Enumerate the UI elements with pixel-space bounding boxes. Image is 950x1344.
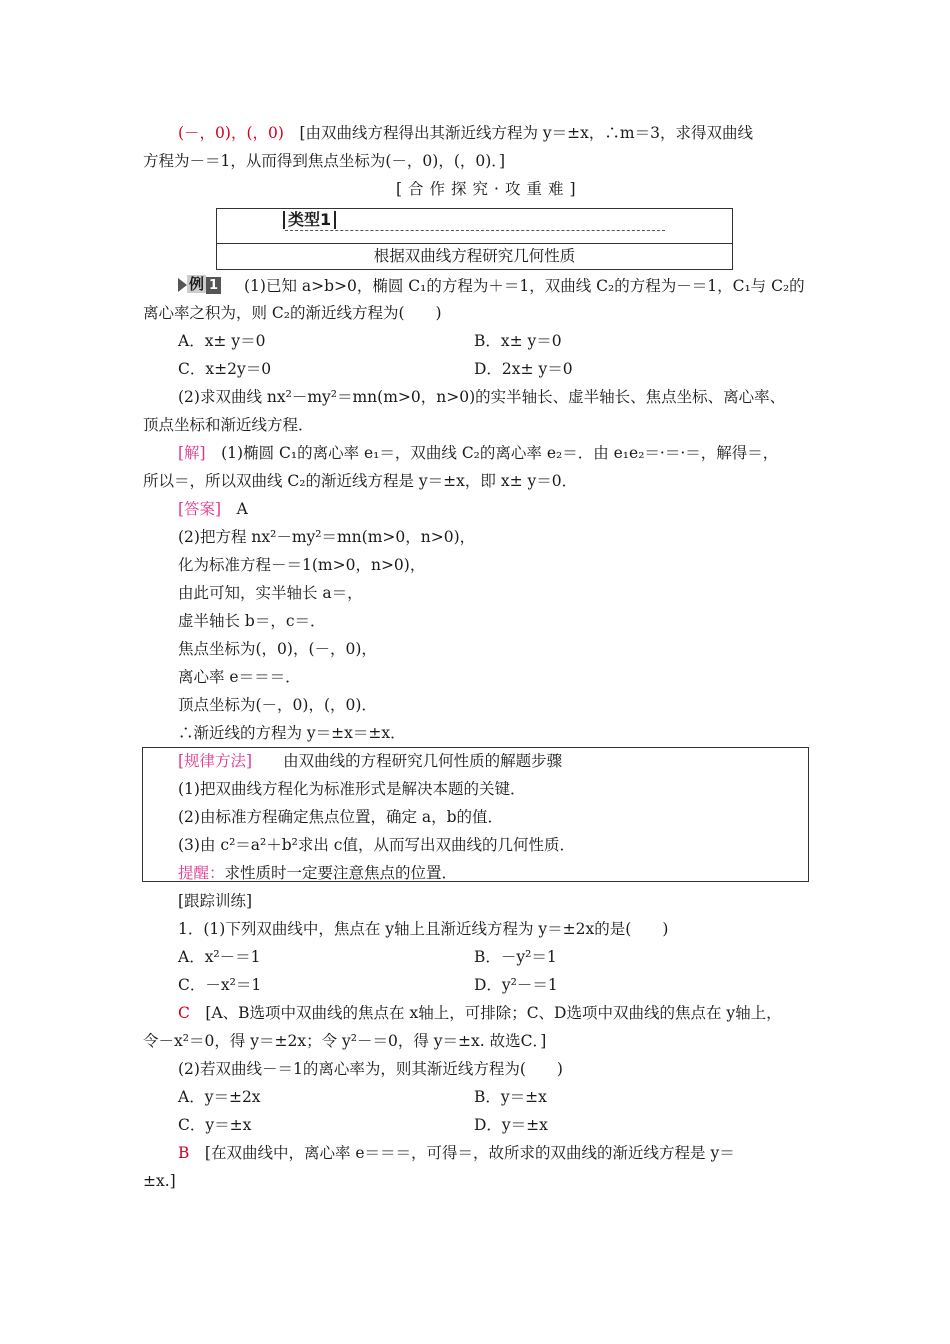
practice-q2-option-c: C．y＝±x	[178, 1116, 252, 1134]
solution-step: 化为标准方程－＝1(m>0，n>0)，	[178, 556, 426, 574]
method-item: (1)把双曲线方程化为标准形式是解决本题的关键．	[178, 780, 526, 798]
practice-q1-explain-line-1	[178, 1003, 782, 1023]
practice-q1-option-b: B．－y²＝1	[474, 948, 557, 966]
type-box	[216, 208, 733, 270]
option-b: B．x± y＝0	[474, 332, 562, 350]
method-item: (3)由 c²＝a²＋b²求出 c值，从而写出双曲线的几何性质．	[178, 836, 575, 854]
section-header: [合作探究·攻重难]	[396, 180, 582, 198]
option-d: D．2x± y＝0	[474, 360, 573, 378]
practice-q1-answer: C	[178, 1004, 190, 1022]
method-tip-label: 提醒：	[178, 864, 225, 882]
option-c: C．x±2y＝0	[178, 360, 272, 378]
example-q2-line-2: 顶点坐标和渐近线方程．	[143, 416, 314, 434]
method-tip	[178, 863, 457, 883]
practice-q1-option-d: D．y²－＝1	[474, 976, 558, 994]
example-number: 1	[206, 277, 221, 294]
solution-line-1	[178, 443, 778, 463]
practice-q2-option-d: D．y＝±x	[474, 1116, 548, 1134]
solution-step: 焦点坐标为(，0)，(－，0)，	[178, 640, 377, 658]
solution-step: ∴渐近线的方程为 y＝±x＝±x．	[178, 724, 406, 742]
practice-q1-explain-2: 令－x²＝0，得 y＝±2x；令 y²－＝0，得 y＝±x. 故选C．]	[143, 1032, 547, 1050]
practice-q2-option-a: A．y＝±2x	[178, 1088, 261, 1106]
practice-q2-explain-line-1	[178, 1143, 735, 1163]
intro-explain-1: [由双曲线方程得出其渐近线方程为 y＝±x，∴m＝3，求得双曲线	[299, 124, 753, 142]
solution-step: 由此可知，实半轴长 a＝，	[178, 584, 363, 602]
method-header	[178, 751, 562, 771]
practice-q1-option-c: C．－x²＝1	[178, 976, 262, 994]
triangle-icon	[178, 278, 187, 292]
example-q2-line-1: (2)求双曲线 nx²－my²＝mn(m>0，n>0)的实半轴长、虚半轴长、焦点坐标、离心率、	[178, 388, 786, 406]
method-item: (2)由标准方程确定焦点位置，确定 a，b的值．	[178, 808, 504, 826]
practice-header: [跟踪训练]	[178, 892, 253, 910]
solution-step: 顶点坐标为(－，0)，(，0)．	[178, 696, 377, 714]
example-word: 例	[189, 275, 205, 293]
example-q1-line-2: 离心率之积为，则 C₂的渐近线方程为( )	[143, 304, 442, 322]
answer-line	[178, 499, 248, 519]
answer-value: A	[236, 500, 248, 518]
practice-q2-answer: B	[178, 1144, 190, 1162]
practice-q2-explain-2: ±x.]	[143, 1172, 176, 1190]
solution-text-2: 所以＝，所以双曲线 C₂的渐近线方程是 y＝±x，即 x± y＝0．	[143, 472, 578, 490]
practice-q1-stem: 1．(1)下列双曲线中，焦点在 y轴上且渐近线方程为 y＝±2x的是( )	[178, 920, 669, 938]
example-badge	[178, 274, 221, 294]
intro-line-1	[178, 123, 753, 143]
solution-text-1: (1)椭圆 C₁的离心率 e₁＝，双曲线 C₂的离心率 e₂＝．由 e₁e₂＝·＝·＝，解得＝，	[221, 444, 779, 462]
method-title: 由双曲线的方程研究几何性质的解题步骤	[283, 752, 563, 770]
method-label: [规律方法]	[178, 752, 253, 770]
practice-q2-option-b: B．y＝±x	[474, 1088, 547, 1106]
intro-explain-2: 方程为－＝1，从而得到焦点坐标为(－，0)，(，0)．]	[143, 152, 506, 170]
practice-q1-explain-1: [A、B选项中双曲线的焦点在 x轴上，可排除；C、D选项中双曲线的焦点在 y轴上，	[205, 1004, 782, 1022]
solution-label: [解]	[178, 444, 206, 462]
example-q1-line-1: (1)已知 a>b>0，椭圆 C₁的方程为＋＝1，双曲线 C₂的方程为－＝1，C₁与 C₂的	[244, 277, 805, 295]
intro-answer: (－，0)，(，0)	[178, 124, 284, 142]
practice-q2-stem: (2)若双曲线－＝1的离心率为，则其渐近线方程为( )	[178, 1060, 563, 1078]
type-title: 根据双曲线方程研究几何性质	[373, 247, 576, 265]
option-a: A．x± y＝0	[178, 332, 266, 350]
answer-label: [答案]	[178, 500, 222, 518]
solution-step: (2)把方程 nx²－my²＝mn(m>0，n>0)，	[178, 528, 476, 546]
type-dash-divider	[285, 230, 665, 231]
solution-step: 虚半轴长 b＝，c＝．	[178, 612, 326, 630]
solution-step: 离心率 e＝＝＝．	[178, 668, 301, 686]
practice-q1-option-a: A．x²－＝1	[178, 948, 261, 966]
type-label: 类型1	[283, 211, 336, 229]
method-tip-text: 求性质时一定要注意焦点的位置．	[224, 864, 458, 882]
practice-q2-explain-1: [在双曲线中，离心率 e＝＝＝，可得＝，故所求的双曲线的渐近线方程是 y＝	[204, 1144, 735, 1162]
